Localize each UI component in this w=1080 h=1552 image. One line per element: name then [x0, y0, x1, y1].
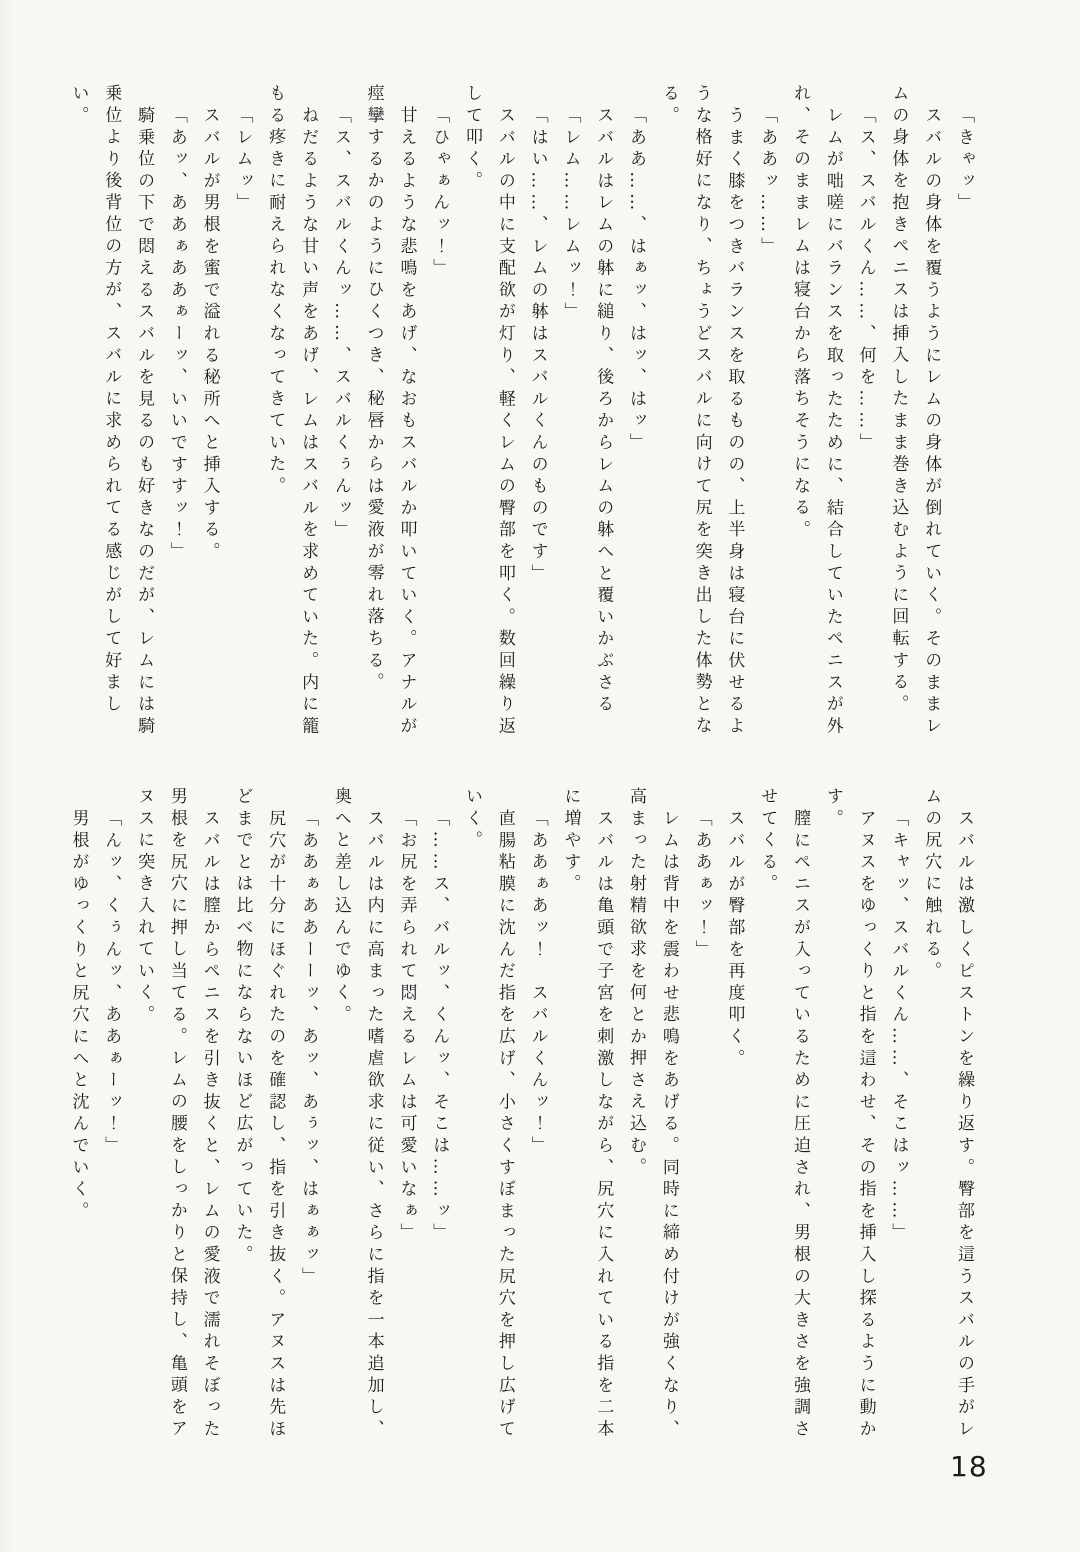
text-column: スバルが臀部を再度叩く。	[724, 809, 745, 1071]
text-column: ヌスに突き入れていく。	[134, 787, 155, 1027]
text-column: れ、そのままレムは寝台から落ちそうになる。	[790, 84, 811, 542]
text-column: せてくる。	[757, 787, 778, 896]
text-column: 「ああぁああーーッ、あッ、あぅッ、はぁぁッ」	[298, 809, 319, 1289]
text-column: うまく膝をつきバランスを取るものの、上半身は寝台に伏せるよ	[724, 106, 745, 739]
text-column: 「ああぁッ！」	[691, 809, 712, 962]
text-column: ムの身体を抱きペニスは挿入したまま巻き込むように回転する。	[888, 84, 909, 717]
text-column: スバルはレムの躰に縋り、後ろからレムの躰へと覆いかぶさる	[593, 106, 614, 717]
text-column: ねだるような甘い声をあげ、レムはスバルを求めていた。内に籠	[298, 106, 319, 739]
text-column: レムが咄嗟にバランスを取ったために、結合していたペニスが外	[822, 106, 843, 739]
text-column: スバルは激しくピストンを繰り返す。臀部を這うスバルの手がレ	[954, 809, 974, 1442]
text-column: 「レムッ」	[232, 106, 253, 215]
text-column: 膣にペニスが入っているために圧迫され、男根の大きさを強調さ	[790, 809, 811, 1442]
text-column: 「ああッ……」	[757, 106, 778, 259]
text-column: アヌスをゆっくりと指を這わせ、その指を挿入し探るように動か	[855, 809, 876, 1442]
text-column: ムの尻穴に触れる。	[921, 787, 942, 984]
text-column: いく。	[462, 787, 483, 853]
text-column: 「キャッ、スバルくん……、そこはッ……」	[888, 809, 909, 1245]
text-column: 奥へと差し込んでゆく。	[330, 787, 351, 1027]
text-column: スバルは内に高まった嗜虐欲求に従い、さらに指を一本追加し、	[363, 809, 384, 1442]
text-column: して叩く。	[462, 84, 483, 193]
text-column: 「お尻を弄られて悶えるレムは可愛いなぁ」	[396, 809, 417, 1245]
text-column: 「ああ……、はぁッ、はッ、はッ」	[626, 106, 647, 455]
text-column: 「ああぁあッ！ スバルくんッ！」	[527, 809, 548, 1158]
text-column: もる疼きに耐えられなくなってきていた。	[265, 84, 286, 499]
text-column: うな格好になり、ちょうどスバルに向けて尻を突き出した体勢とな	[691, 84, 712, 738]
text-column: 男根がゆっくりと尻穴にへと沈んでいく。	[68, 809, 89, 1224]
text-column: 「レム……レムッ！」	[560, 106, 581, 324]
text-column: 騎乗位の下で悶えるスバルを見るのも好きなのだが、レムには騎	[134, 106, 155, 739]
text-column: 尻穴が十分にほぐれたのを確認し、指を引き抜く。アヌスは先ほ	[265, 809, 286, 1442]
text-column: 乗位より後背位の方が、スバルに求められてる感じがして好まし	[101, 84, 122, 717]
text-column: スバルの中に支配欲が灯り、軽くレムの臀部を叩く。数回繰り返	[494, 106, 515, 739]
text-column: 「……ス、バルッ、くんッ、そこは……ッ」	[429, 809, 450, 1245]
text-column: 直腸粘膜に沈んだ指を広げ、小さくすぼまった尻穴を押し広げて	[494, 809, 515, 1442]
text-column: 高まった射精欲求を何とか押さえ込む。	[626, 787, 647, 1180]
page-number: 18	[950, 1450, 988, 1483]
text-column: 「あッ、ああぁああぁーッ、いいですすッ！」	[166, 106, 187, 564]
text-column: 「ス、スバルくん……、何を……」	[855, 106, 876, 455]
text-column: スバルは亀頭で子宮を刺激しながら、尻穴に入れている指を二本	[593, 809, 614, 1442]
text-column: に増やす。	[560, 787, 581, 896]
text-column: スバルは膣からペニスを引き抜くと、レムの愛液で濡れそぼった	[199, 809, 220, 1442]
text-column: 「はい……、レムの躰はスバルくんのものです」	[527, 106, 548, 586]
text-column: レムは背中を震わせ悲鳴をあげる。同時に締め付けが強くなり、	[658, 809, 679, 1442]
text-column: い。	[68, 84, 89, 128]
text-column: 「きゃッ」	[954, 106, 974, 215]
text-column: る。	[658, 84, 679, 128]
text-column: スバルが男根を蜜で溢れる秘所へと挿入する。	[199, 106, 220, 564]
text-column: す。	[822, 787, 843, 831]
text-column: 男根を尻穴に押し当てる。レムの腰をしっかりと保持し、亀頭をア	[166, 787, 187, 1441]
text-block-bottom	[62, 787, 980, 1449]
text-column: 「んッ、くぅんッ、ああぁーッ！」	[101, 809, 122, 1158]
text-column: 痙攣するかのようにひくつき、秘唇からは愛液が零れ落ちる。	[363, 84, 384, 695]
text-column: 甘えるような悲鳴をあげ、なおもスバルか叩いていく。アナルが	[396, 106, 417, 739]
text-column: 「ス、スバルくんッ……、スバルくぅんッ」	[330, 106, 351, 542]
text-column: スバルの身体を覆うようにレムの身体が倒れていく。そのままレ	[921, 106, 942, 739]
text-column: 「ひゃぁんッ！」	[429, 106, 450, 281]
text-column: どまでとは比べ物にならないほど広がっていた。	[232, 787, 253, 1267]
text-block-top	[62, 84, 980, 746]
